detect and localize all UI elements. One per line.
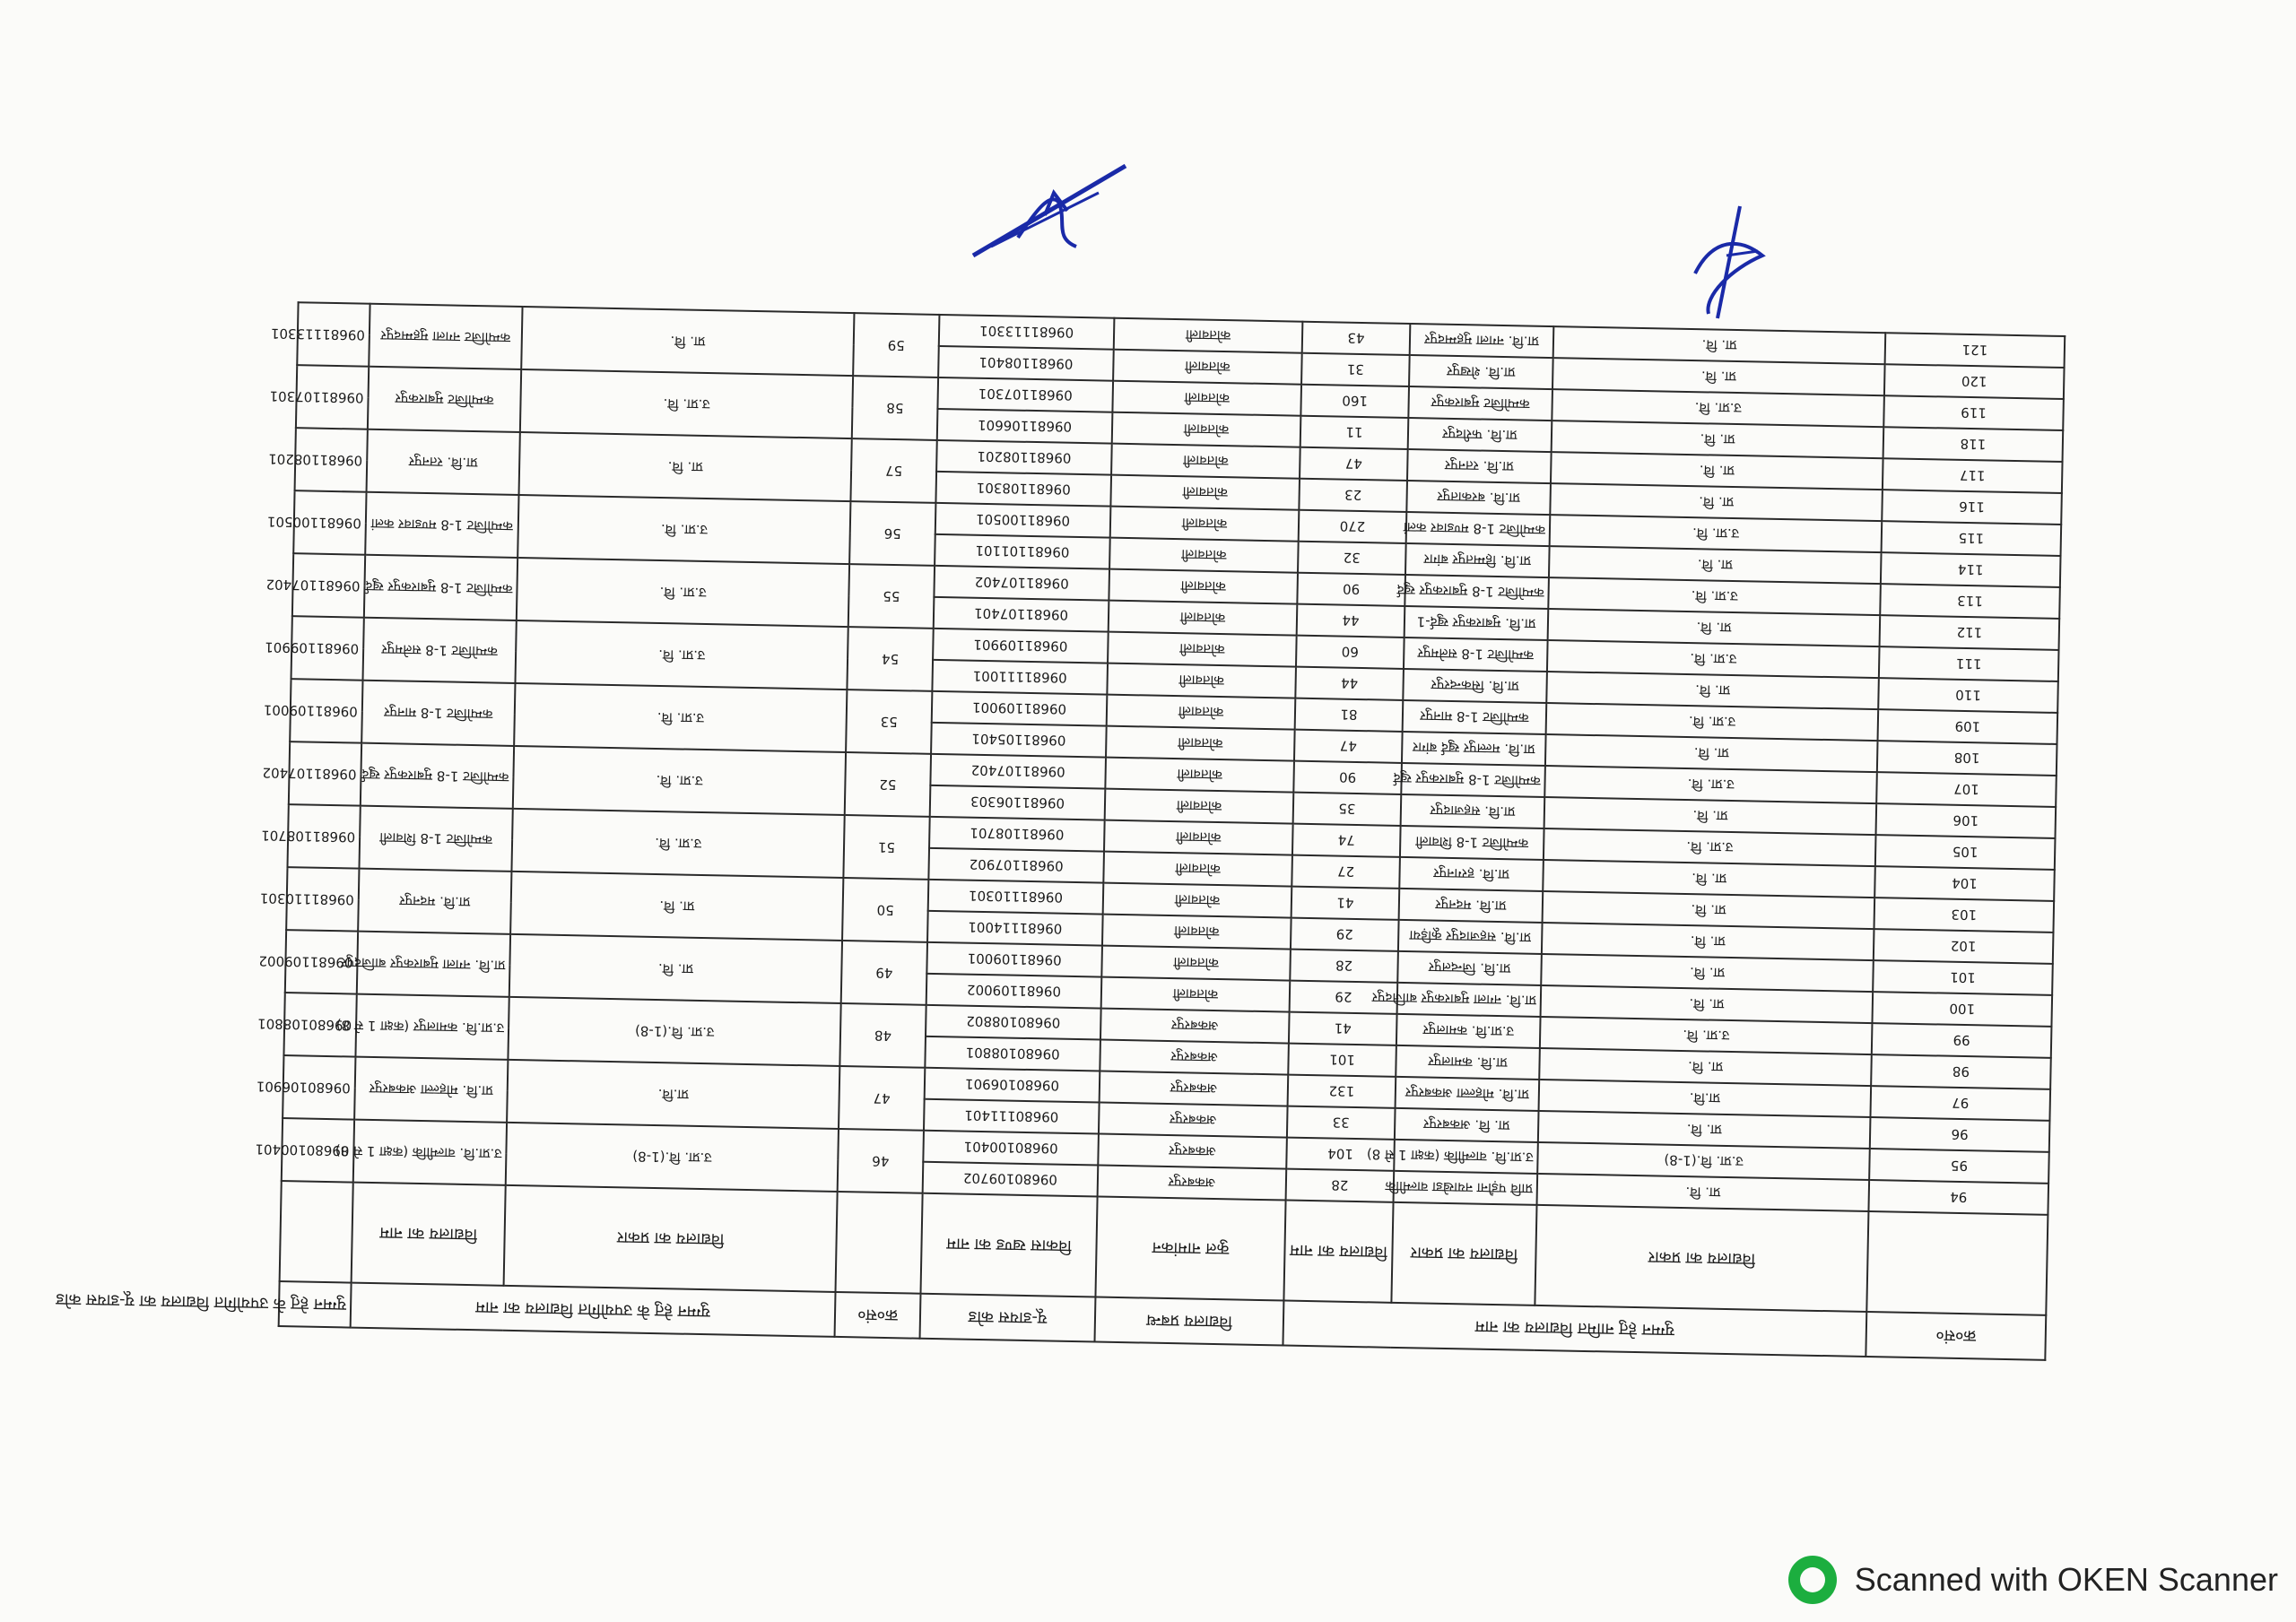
block-name: कोतवाली [1105,758,1294,793]
enrollment: 104 [1286,1138,1395,1171]
udise-code: 09681101101 [935,534,1110,569]
udise-code: 09681108301 [935,472,1111,507]
school-type: प्रा.वि. [1539,1080,1872,1117]
header-sub-cell: विकास खण्ड का नाम [920,1193,1097,1297]
enrollment: 43 [1302,322,1411,355]
block-name: कोतवाली [1103,883,1292,918]
enrollment: 35 [1293,793,1402,826]
serial-number: 103 [1874,898,2054,932]
block-name: कोतवाली [1107,695,1296,730]
paired-school-type: प्रा. वि. [510,872,843,941]
school-type: उ.प्रा. वि. [1544,766,1877,803]
udise-code: 09681109001 [926,942,1102,977]
paired-school-name: प्रा.वि. मोहल्ला अकबरपुर [354,1057,508,1123]
watermark-text: Scanned with OKEN Scanner [1854,1561,2278,1598]
block-name: कोतवाली [1113,350,1302,385]
school-type: प्रा. वि. [1544,797,1877,835]
school-name: कम्पोजिट 1-8 मण्डावर कलां [1406,512,1551,546]
paired-school-type: प्रा. वि. [519,432,852,501]
serial-number: 100 [1872,992,2052,1027]
block-name: अकबरपुर [1098,1134,1287,1169]
enrollment: 32 [1298,542,1406,575]
enrollment: 160 [1300,385,1409,418]
school-type: उ.प्रा. वि.(1-8) [1537,1142,1870,1180]
block-name: अकबरपुर [1100,1071,1289,1106]
udise-code: 09681107301 [937,377,1113,412]
block-name: कोतवाली [1112,412,1301,447]
enrollment: 74 [1292,824,1401,857]
enrollment: 31 [1301,353,1410,386]
serial-number: 118 [1883,427,2064,462]
school-type: उ.प्रा. वि. [1546,703,1879,741]
udise-code: 09681107401 [934,597,1109,632]
school-type: प्रा. वि. [1545,734,1878,772]
scanner-watermark [1788,1556,2278,1604]
block-name: कोतवाली [1111,444,1300,479]
pair-serial: 52 [845,752,931,817]
school-name: कम्पोजिट 1-8 मुबारकपुर खुर्द [1401,763,1545,797]
school-type: प्रा. वि. [1543,860,1875,898]
paired-school-type: प्रा. वि. [509,934,842,1003]
paired-school-name: कम्पोजिट 1-8 सलेमपुर [363,618,517,683]
header-top-cell: युग्मन हेतु के उपयोगित विद्यालय का नाम [351,1283,836,1337]
enrollment: 27 [1292,855,1400,889]
header-sub-cell: विद्यालय का प्रकार [504,1185,838,1292]
header-sub-cell: विद्यालय का प्रकार [1535,1205,1868,1312]
school-name: प्रा.वि. सहजादपुर [1401,794,1545,828]
school-type: प्रा. वि. [1553,326,1886,364]
block-name: कोतवाली [1107,664,1296,698]
school-name: कम्पोजिट 1-8 मानपुर [1403,700,1547,734]
paired-school-name: कम्पोजिट 1-8 मुबारकपुर खुर्द [364,555,517,620]
school-type: उ.प्रा. वि. [1547,640,1880,678]
pair-serial: 49 [841,941,927,1005]
school-name: प्रा.वि. फरीदपुर [1408,418,1552,452]
enrollment: 44 [1295,667,1404,700]
pair-serial: 50 [842,878,928,942]
serial-number: 106 [1876,803,2057,838]
signature-right [1677,202,1785,327]
school-name: प्रा.वि. सहजादपुर कूड़िया [1398,920,1543,954]
block-name: कोतवाली [1104,820,1293,855]
paired-udise-code: 09681107301 [296,365,369,429]
udise-code: 09681113301 [939,315,1115,350]
serial-number: 116 [1882,490,2062,525]
header-top-cell: युग्मन हेतु के उपयोगित विद्यालय का यू-डायस कोड [279,1281,352,1328]
serial-number: 113 [1880,584,2060,619]
paired-school-type: उ.प्रा. वि. [517,495,850,564]
pair-serial: 48 [839,1003,926,1068]
udise-code: 09680100401 [923,1131,1099,1166]
school-name: उ.प्रा.वि. वाल्मीकि (कक्षा 1 से 8) [1394,1140,1538,1174]
school-type: प्रा. वि. [1552,421,1884,458]
enrollment: 41 [1289,1012,1397,1045]
block-name: कोतवाली [1101,977,1291,1012]
udise-code: 09680108801 [925,1037,1100,1071]
school-name: प्रा.वि. हरगनपुर [1399,857,1544,891]
block-name: कोतवाली [1112,381,1301,416]
paired-school-name: प्रा.वि. मदनपुर [358,869,511,934]
enrollment: 47 [1300,447,1408,481]
paired-udise-code: 09680106901 [283,1055,355,1120]
udise-code: 09681109002 [926,974,1102,1009]
serial-number: 94 [1868,1180,2048,1215]
paired-school-type: उ.प्रा. वि. [513,746,846,815]
serial-number: 121 [1885,333,2066,368]
school-type: प्रा. वि. [1550,483,1883,521]
serial-number: 96 [1870,1117,2050,1152]
school-name: प्रावि पड़ौना नयाखेडा वाल्मीकि [1394,1171,1538,1205]
block-name: कोतवाली [1109,538,1299,573]
paired-udise-code: 09681107402 [289,742,361,806]
school-name: कम्पोजिट 1-8 मुबारकपुर खुर्द [1405,575,1549,609]
paired-udise-code: 09680108801 [283,993,356,1057]
udise-code: 09680106901 [925,1068,1100,1103]
serial-number: 97 [1870,1086,2050,1121]
paired-school-type: उ.प्रा. वि. [511,809,844,878]
udise-code: 09681110301 [928,880,1104,915]
udise-code: 09681106601 [937,409,1113,444]
udise-code: 09680109702 [923,1162,1099,1197]
header-top-cell: क्र०सं० [1866,1312,2046,1360]
serial-number: 101 [1873,960,2053,995]
school-name: प्रा.वि. मुबारकपुर खुर्द-1 [1405,606,1549,640]
enrollment: 90 [1297,573,1405,606]
enrollment: 11 [1300,416,1409,449]
header-top-cell: विद्यालय प्रबन्ध [1094,1297,1283,1345]
udise-code: 09680108802 [926,1005,1101,1040]
header-sub-cell: विद्यालय का प्रकार [1391,1202,1536,1305]
paired-school-type: उ.प्रा. वि. [515,620,848,690]
paired-school-type: उ.प्रा. वि. [514,683,847,752]
pair-serial: 47 [839,1066,925,1131]
serial-number: 98 [1871,1054,2051,1089]
pair-serial: 53 [846,690,932,754]
udise-code: 09681107402 [930,754,1106,789]
udise-code: 09681108201 [936,440,1112,475]
paired-udise-code: 09680100401 [282,1118,354,1183]
pair-serial: 59 [853,313,939,377]
school-name: प्रा.वि. मोहल्ला अकबरपुर [1396,1077,1540,1111]
school-name: प्रा.वि. मल्लपुर खुर्द बांगर [1402,732,1546,766]
serial-number: 119 [1883,395,2064,430]
header-top-cell: यू-डायस कोड [920,1294,1096,1342]
serial-number: 108 [1877,741,2057,776]
pair-serial: 56 [849,501,935,566]
pairing-table-sheet [56,301,2064,1402]
paired-school-name: कम्पोजिट मुबारकपुर [368,367,521,432]
block-name: अकबरपुर [1098,1166,1287,1201]
school-name: कम्पोजिट मुबारकपुर [1408,386,1552,421]
udise-code: 09681107402 [934,566,1109,601]
udise-code: 09681100501 [935,503,1111,538]
school-name: प्रा.वि. जिन्दलपुर [1397,951,1542,985]
enrollment: 29 [1290,981,1398,1014]
udise-code: 09681108701 [929,817,1105,852]
block-name: कोतवाली [1101,946,1291,981]
school-name: प्रा. वि. अकबरपुर [1395,1108,1539,1142]
enrollment: 44 [1297,604,1405,638]
paired-udise-code: 09681113301 [297,302,370,367]
school-type: उ.प्रा. वि. [1550,515,1883,552]
enrollment: 23 [1299,479,1407,512]
school-type: प्रा. वि. [1546,672,1879,709]
school-type: प्रा. वि. [1543,891,1875,929]
serial-number: 102 [1874,929,2054,964]
serial-number: 109 [1878,709,2058,744]
serial-number: 117 [1883,458,2063,493]
paired-school-name: कम्पोजिट 1-8 मुबारकपुर खुर्द [361,743,514,809]
paired-school-name: प्रा.वि. रतनपुर [367,429,520,495]
paired-school-name: कम्पोजिट 1-8 मानपुर [361,681,515,746]
serial-number: 99 [1872,1023,2052,1058]
paired-school-type: उ.प्रा. वि. [517,558,849,627]
school-type: प्रा. वि. [1549,546,1882,584]
pair-serial: 51 [843,815,929,880]
enrollment: 90 [1293,761,1402,794]
block-name: कोतवाली [1110,475,1300,510]
school-name: उ.प्रा.वि. कमालपुर [1396,1014,1541,1048]
paired-udise-code: 09681108201 [295,428,368,492]
school-name: कम्पोजिट 1-8 सलेमपुर [1404,638,1548,672]
block-name: कोतवाली [1102,915,1292,950]
paired-school-name: उ.प्रा.वि. वाल्मीकि (कक्षा 1 से 8) [353,1120,507,1185]
enrollment: 270 [1299,510,1407,543]
school-type: प्रा. वि. [1548,609,1881,646]
school-name: प्रा.वि. सिकन्दरपुर [1403,669,1547,703]
udise-code: 09681105401 [931,723,1107,758]
school-name: कम्पोजिट 1-8 शिवाली [1400,826,1544,860]
school-name: प्रा.वि. बरकातपुर [1406,481,1551,515]
signature-left [964,157,1144,273]
block-name: अकबरपुर [1100,1040,1289,1075]
header-sub-cell: विद्यालय का नाम [352,1183,506,1286]
paired-school-name: कम्पोजिट नगला मुहम्मदपुर [369,304,522,369]
school-name: प्रा.वि. हिम्मतपुर बांगर [1405,543,1550,577]
enrollment: 81 [1295,698,1404,732]
serial-number: 111 [1879,646,2059,681]
school-type: प्रा. वि. [1541,985,1874,1023]
udise-code: 09681108401 [938,346,1114,381]
paired-school-name: कम्पोजिट 1-8 शिवाली [359,806,512,872]
paired-school-name: उ.प्रा.वि. कमालपुर (कक्षा 1 से 8) [355,994,509,1060]
header-sub-cell [280,1181,353,1283]
pair-serial: 58 [852,376,938,440]
oken-logo-icon [1788,1556,1837,1604]
header-sub-cell: विद्यालय का नाम [1283,1201,1393,1303]
serial-number: 110 [1878,678,2058,713]
paired-udise-code: 09681109001 [290,679,362,743]
school-type: उ.प्रा. वि. [1540,1017,1873,1054]
school-type: प्रा. वि. [1551,452,1883,490]
header-sub-cell [1866,1211,2048,1315]
school-type: उ.प्रा. वि. [1552,389,1884,427]
school-pairing-table [56,301,2066,1361]
enrollment: 29 [1291,918,1399,951]
enrollment: 28 [1290,950,1398,983]
school-type: उ.प्रा. वि. [1548,577,1881,615]
paired-school-type: उ.प्रा. वि.(1-8) [506,1123,839,1192]
header-sub-cell [836,1192,923,1294]
school-type: प्रा. वि. [1542,923,1874,960]
block-name: कोतवाली [1108,632,1297,667]
school-type: प्रा. वि. [1537,1174,1870,1211]
udise-code: 09681111001 [932,660,1108,695]
udise-code: 09681107902 [928,848,1104,883]
paired-school-type: प्रा. वि. [521,307,854,376]
block-name: कोतवाली [1110,507,1300,542]
header-sub-cell: कुल नामांकन [1095,1197,1285,1301]
header-top-cell: क्र०सं० [835,1292,921,1339]
udise-code: 09681106303 [930,785,1106,820]
serial-number: 115 [1882,521,2062,556]
school-type: प्रा. वि. [1552,358,1885,395]
school-type: प्रा. वि. [1538,1111,1871,1149]
school-name: प्रा.वि. नगला मुबारकपुर बाजिदपुर [1397,983,1542,1017]
serial-number: 105 [1875,835,2056,870]
header-top-cell: युग्मन हेतु नामित विद्यालय का नाम [1283,1301,1866,1357]
school-name: प्रा.वि. कमालपुर [1396,1045,1540,1080]
serial-number: 120 [1884,364,2065,399]
pair-serial: 54 [847,627,933,691]
paired-school-type: उ.प्रा. वि. [520,369,853,438]
serial-number: 95 [1869,1149,2049,1184]
school-type: उ.प्रा. वि. [1544,828,1876,866]
enrollment: 47 [1294,730,1403,763]
school-name: प्रा.वि. मदनपुर [1399,889,1544,923]
block-name: कोतवाली [1114,318,1303,353]
paired-udise-code: 09681108701 [287,804,360,869]
enrollment: 132 [1288,1075,1396,1108]
paired-udise-code: 09681100501 [293,490,366,555]
enrollment: 33 [1287,1106,1396,1140]
enrollment: 101 [1288,1044,1396,1077]
block-name: कोतवाली [1109,569,1298,604]
serial-number: 114 [1881,552,2061,587]
serial-number: 104 [1874,866,2055,901]
serial-number: 112 [1880,615,2060,650]
paired-school-type: उ.प्रा. वि.(1-8) [508,997,840,1066]
block-name: कोतवाली [1105,789,1294,824]
udise-code: 09681109901 [933,629,1109,664]
udise-code: 09681109001 [932,691,1108,726]
block-name: कोतवाली [1103,852,1292,887]
school-type: प्रा. वि. [1541,954,1874,992]
school-name: प्रा.वि. शेखपुर [1409,355,1553,389]
enrollment: 41 [1292,887,1400,920]
pair-serial: 57 [850,438,936,503]
pair-serial: 55 [848,564,935,629]
block-name: अकबरपुर [1100,1009,1290,1044]
paired-udise-code: 09681110301 [286,867,359,932]
paired-udise-code: 09681109901 [291,616,364,681]
paired-school-name: प्रा.वि. नगला मुबारकपुर बाजिदपुर [357,932,510,997]
enrollment: 60 [1296,636,1405,669]
udise-code: 09680111401 [924,1099,1100,1134]
block-name: कोतवाली [1109,601,1298,636]
school-name: प्रा.वि. रतनपुर [1407,449,1552,483]
paired-udise-code: 09681107402 [292,553,365,618]
school-type: प्रा. वि. [1539,1048,1872,1086]
paired-school-name: कम्पोजिट 1-8 मण्डावर कलां [365,492,518,558]
paired-udise-code: 09681109002 [285,930,358,994]
pair-serial: 46 [838,1129,924,1193]
enrollment: 28 [1286,1169,1395,1202]
block-name: कोतवाली [1106,726,1295,761]
paired-school-type: प्रा.वि. [507,1060,839,1129]
udise-code: 09681114001 [927,911,1103,946]
serial-number: 107 [1876,772,2057,807]
school-name: प्रा.वि. नगला मुहम्मदपुर [1410,324,1554,358]
block-name: अकबरपुर [1099,1103,1288,1138]
